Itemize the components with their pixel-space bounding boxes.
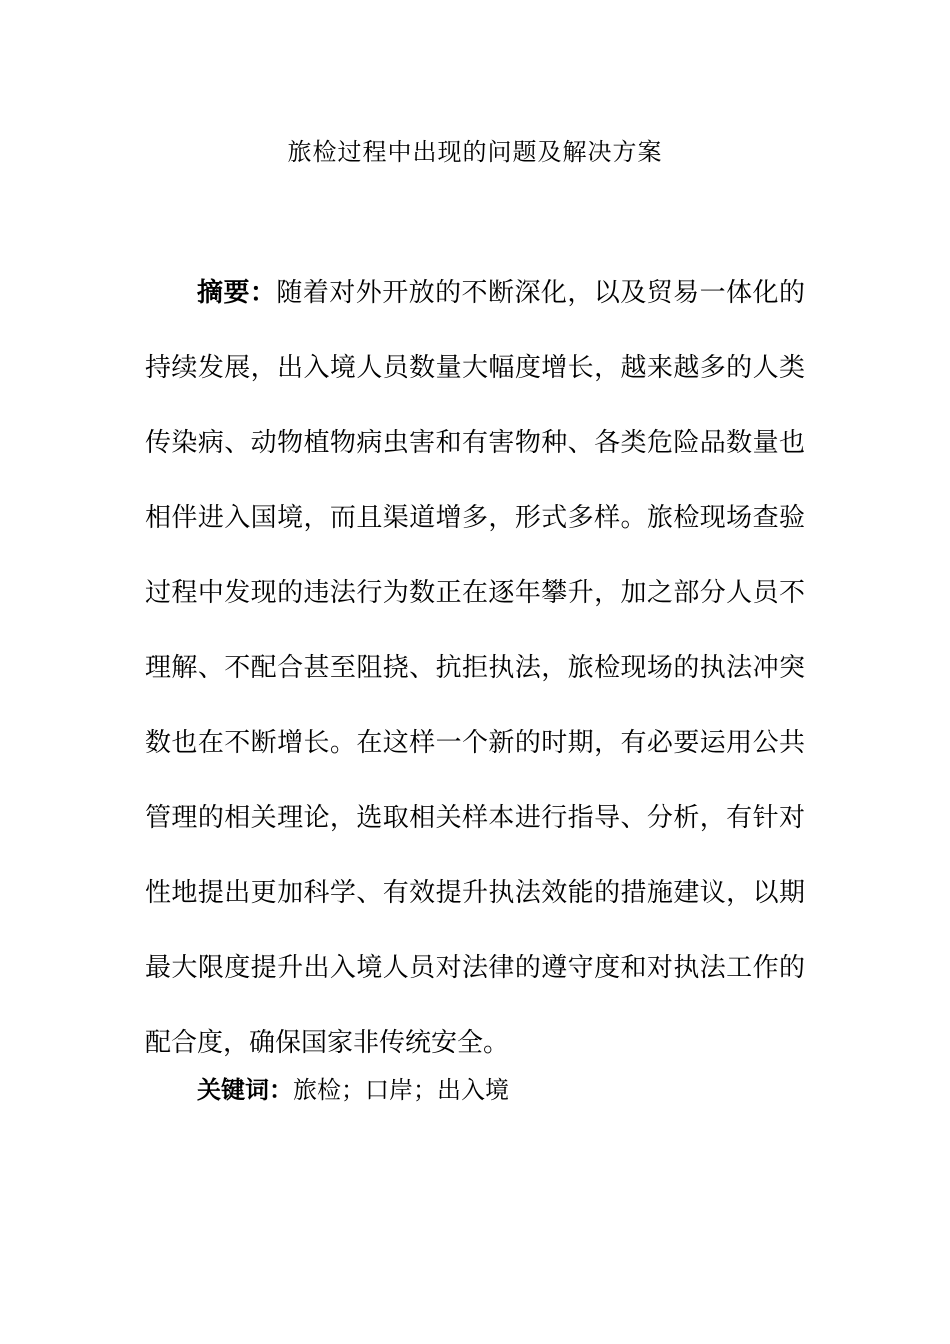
abstract-paragraph — [145, 256, 805, 1081]
keywords-line — [197, 1072, 805, 1108]
document-title: 旅检过程中出现的问题及解决方案 — [287, 138, 663, 166]
abstract-text: 随着对外开放的不断深化，以及贸易一体化的持续发展，出入境人员数量大幅度增长，越来越多的人类传染病、动物植物病虫害和有害物种、各类危险品数量也相伴进入国境，而且渠道增多，形式多样。旅检现场查验过程中发现的违法行为数正在逐年攀升，加之部分人员不理解、不配合甚至阻挠、抗拒执法，旅检现场的执法冲突数也在不断增长。在这样一个新的时期，有必要运用公共管理的相关理论，选取相关样本进行指导、分析，有针对性地提出更加科学、有效提升执法效能的措施建议，以期最大限度提升出入境人员对法律的遵守度和对执法工作的配合度，确保国家非传统安全。 — [145, 278, 805, 1058]
keywords-label: 关键词： — [197, 1076, 293, 1104]
abstract-label: 摘要： — [197, 278, 277, 308]
keywords-text: 旅检；口岸；出入境 — [293, 1076, 509, 1104]
